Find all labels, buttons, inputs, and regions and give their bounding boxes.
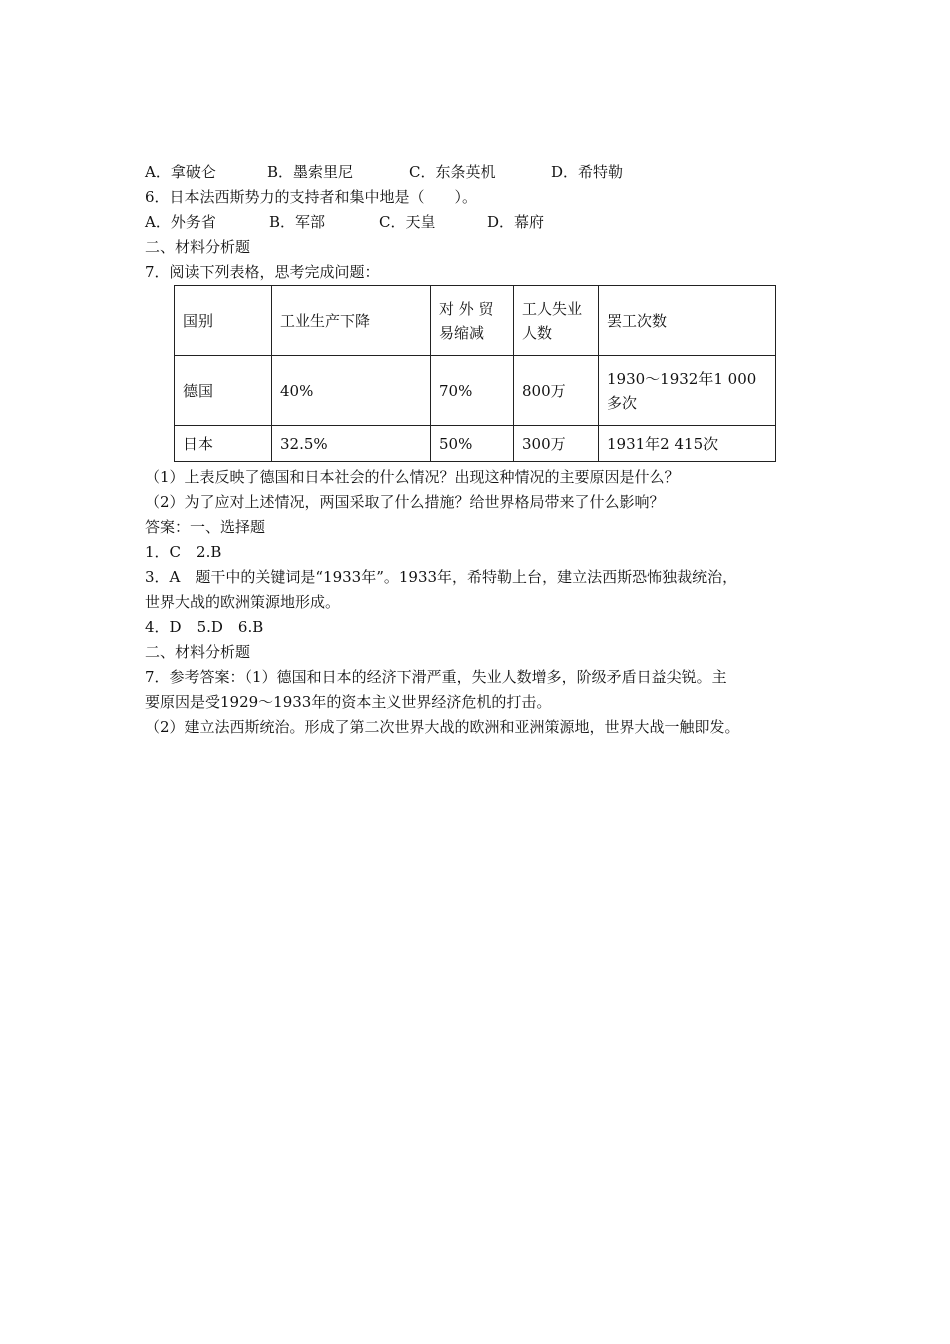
q6-option-c: C．天皇 bbox=[379, 213, 436, 231]
table-header-cell: 对 外 贸 易缩减 bbox=[431, 286, 514, 356]
q5-option-a: A．拿破仑 bbox=[145, 163, 216, 181]
q6-option-a: A．外务省 bbox=[145, 213, 216, 231]
q6-stem: 6．日本法西斯势力的支持者和集中地是（ ）。 bbox=[145, 188, 478, 206]
q5-option-d: D．希特勒 bbox=[551, 163, 624, 181]
table-cell: 800万 bbox=[514, 356, 599, 426]
table-cell: 1930～1932年1 000多次 bbox=[599, 356, 776, 426]
answer-7-line-1: 7．参考答案：（1）德国和日本的经济下滑严重，失业人数增多，阶级矛盾日益尖锐。主 bbox=[145, 668, 727, 686]
table-cell: 德国 bbox=[175, 356, 272, 426]
table-cell: 32.5% bbox=[272, 426, 431, 462]
statistics-table bbox=[174, 285, 776, 462]
table-cell: 40% bbox=[272, 356, 431, 426]
q6-options bbox=[145, 212, 544, 232]
answer-1-2: 1．C 2.B bbox=[145, 543, 222, 561]
answer-3-line-1: 3．A 题干中的关键词是“1933年”。1933年，希特勒上台，建立法西斯恐怖独裁统治， bbox=[145, 568, 738, 586]
table-row bbox=[175, 426, 776, 462]
table-cell: 50% bbox=[431, 426, 514, 462]
q6-option-b: B．军部 bbox=[269, 213, 326, 231]
q7-sub-question-1: （1）上表反映了德国和日本社会的什么情况？出现这种情况的主要原因是什么？ bbox=[145, 468, 680, 486]
q7-sub-question-2: （2）为了应对上述情况，两国采取了什么措施？给世界格局带来了什么影响？ bbox=[145, 493, 665, 511]
table-header-cell: 罢工次数 bbox=[599, 286, 776, 356]
answer-7-line-2: 要原因是受1929～1933年的资本主义世界经济危机的打击。 bbox=[145, 693, 552, 711]
q5-option-c: C．东条英机 bbox=[409, 163, 496, 181]
table-header-row bbox=[175, 286, 776, 356]
answer-section-2-title: 二、材料分析题 bbox=[145, 643, 251, 661]
table-cell: 1931年2 415次 bbox=[599, 426, 776, 462]
table-cell: 300万 bbox=[514, 426, 599, 462]
answer-7-line-3: （2）建立法西斯统治。形成了第二次世界大战的欧洲和亚洲策源地，世界大战一触即发。 bbox=[145, 718, 740, 736]
answer-4-6: 4．D 5.D 6.B bbox=[145, 618, 264, 636]
q7-stem: 7．阅读下列表格，思考完成问题： bbox=[145, 263, 380, 281]
table-row bbox=[175, 356, 776, 426]
answer-3-line-2: 世界大战的欧洲策源地形成。 bbox=[145, 593, 341, 611]
table-cell: 70% bbox=[431, 356, 514, 426]
q5-option-b: B．墨索里尼 bbox=[267, 163, 354, 181]
section-2-title: 二、材料分析题 bbox=[145, 238, 251, 256]
table-cell: 日本 bbox=[175, 426, 272, 462]
answer-title: 答案：一、选择题 bbox=[145, 518, 266, 536]
table-header-cell: 国别 bbox=[175, 286, 272, 356]
q6-option-d: D．幕府 bbox=[487, 213, 545, 231]
table-header-cell: 工业生产下降 bbox=[272, 286, 431, 356]
q5-options bbox=[145, 162, 623, 182]
table-header-cell: 工人失业人数 bbox=[514, 286, 599, 356]
